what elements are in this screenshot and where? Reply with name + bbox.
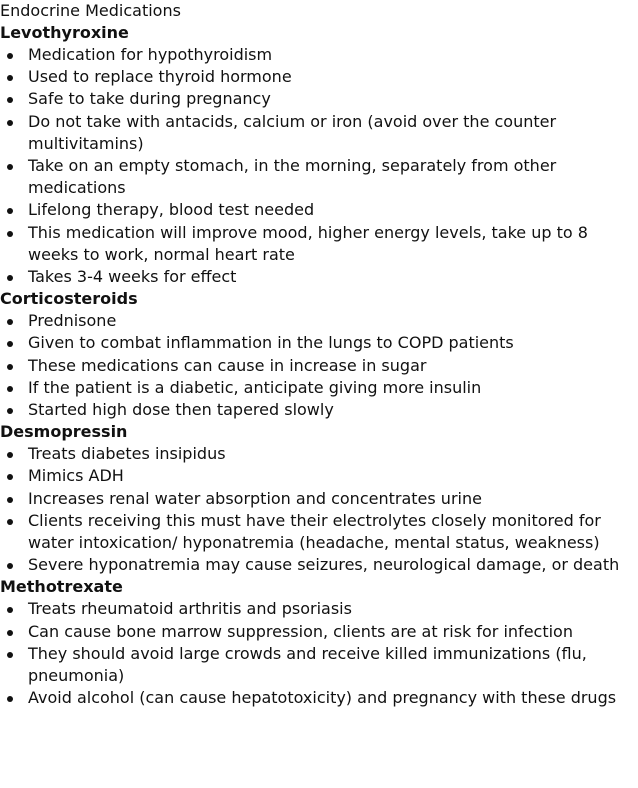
bullet-list xyxy=(0,598,638,709)
bullet-item: Can cause bone marrow suppression, clients are at risk for infection xyxy=(0,621,638,643)
section-heading: Methotrexate xyxy=(0,577,123,597)
bullet-item: They should avoid large crowds and receive killed immunizations (flu, pneumonia) xyxy=(0,643,638,687)
bullet-item: Started high dose then tapered slowly xyxy=(0,399,638,421)
bullet-item: Treats rheumatoid arthritis and psoriasis xyxy=(0,598,638,620)
bullet-item: Clients receiving this must have their electrolytes closely monitored for water intoxication/ hyponatremia (headache, mental status, weakness) xyxy=(0,510,638,554)
bullet-item: Treats diabetes insipidus xyxy=(0,443,638,465)
section-corticosteroids xyxy=(0,288,638,421)
bullet-item: Takes 3-4 weeks for effect xyxy=(0,266,638,288)
bullet-item: Take on an empty stomach, in the morning, separately from other medications xyxy=(0,155,638,199)
section-heading: Corticosteroids xyxy=(0,289,138,309)
bullet-item: Do not take with antacids, calcium or iron (avoid over the counter multivitamins) xyxy=(0,111,638,155)
bullet-item: Medication for hypothyroidism xyxy=(0,44,638,66)
bullet-item: This medication will improve mood, higher energy levels, take up to 8 weeks to work, normal heart rate xyxy=(0,222,638,266)
section-levothyroxine xyxy=(0,22,638,288)
bullet-item: Avoid alcohol (can cause hepatotoxicity) and pregnancy with these drugs xyxy=(0,687,638,709)
bullet-list xyxy=(0,443,638,576)
bullet-item: Mimics ADH xyxy=(0,465,638,487)
document-title: Endocrine Medications xyxy=(0,1,181,20)
section-heading: Desmopressin xyxy=(0,422,128,442)
bullet-item: These medications can cause in increase in sugar xyxy=(0,355,638,377)
bullet-list xyxy=(0,44,638,288)
section-desmopressin xyxy=(0,421,638,576)
bullet-item: Prednisone xyxy=(0,310,638,332)
bullet-item: Given to combat inflammation in the lungs to COPD patients xyxy=(0,332,638,354)
bullet-item: Increases renal water absorption and concentrates urine xyxy=(0,488,638,510)
bullet-item: Lifelong therapy, blood test needed xyxy=(0,199,638,221)
section-methotrexate xyxy=(0,576,638,709)
bullet-item: If the patient is a diabetic, anticipate giving more insulin xyxy=(0,377,638,399)
bullet-item: Safe to take during pregnancy xyxy=(0,88,638,110)
bullet-item: Severe hyponatremia may cause seizures, neurological damage, or death xyxy=(0,554,638,576)
bullet-item: Used to replace thyroid hormone xyxy=(0,66,638,88)
bullet-list xyxy=(0,310,638,421)
section-heading: Levothyroxine xyxy=(0,23,129,42)
